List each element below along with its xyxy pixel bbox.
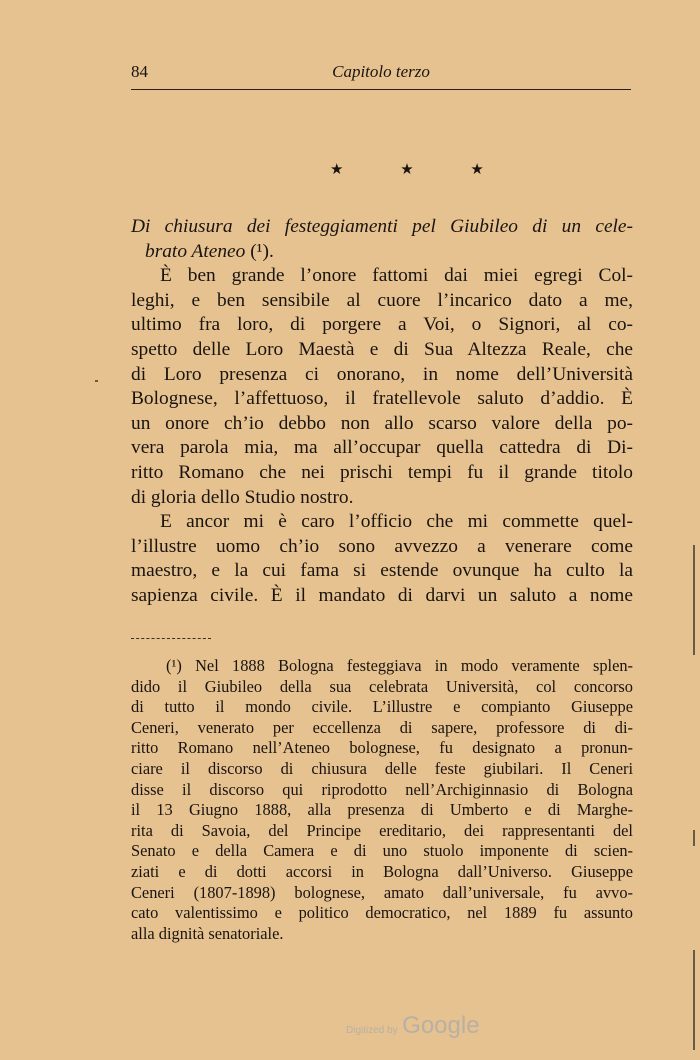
footnote-line: Ceneri (1807-1898) bolognese, amato dall’universale, fu avvo- [131, 882, 633, 902]
main-text [131, 215, 633, 609]
paragraph-line: E ancor mi è caro l’officio che mi commette quel- [160, 511, 633, 533]
section-title-line: Di chiusura dei festeggiamenti pel Giubileo di un cele- [131, 216, 633, 237]
footnote-line: (¹) Nel 1888 Bologna festeggiava in modo veramente splen- [166, 656, 633, 675]
footnote-line: di tutto il mondo civile. L’illustre e compianto Giuseppe [131, 697, 633, 717]
scan-artifact [95, 380, 98, 382]
paragraph-line: un onore ch’io debbo non allo scarso valore della po- [131, 412, 633, 434]
paragraph-line: ritto Romano che nei prischi tempi fu il grande titolo [131, 461, 633, 483]
paragraph-line: vera parola mia, ma all’occupar quella cattedra di Di- [131, 437, 633, 459]
section-separator: ★ ★ ★ [330, 160, 510, 178]
page-number: 84 [131, 62, 148, 81]
footnote-line: ciare il discorso di chiusura delle feste giubilari. Il Ceneri [131, 758, 633, 778]
paragraph-line: ultimo fra loro, di porgere a Voi, o Signori, al co- [131, 314, 633, 336]
paragraph-line: di gloria dello Studio nostro. [131, 486, 354, 508]
paragraph-line: l’illustre uomo ch’io sono avvezzo a venerare come [131, 535, 633, 557]
scan-artifact [693, 830, 695, 846]
paragraph-line: È ben grande l’onore fattomi dai miei egregi Col- [160, 265, 633, 287]
footnote-ref: (¹). [250, 240, 274, 262]
footnote-rule [131, 638, 211, 639]
header-rule [131, 89, 631, 90]
paragraph-line: spetto delle Loro Maestà e di Sua Altezza Reale, che [131, 338, 633, 360]
scan-artifact [693, 950, 695, 1050]
paragraph-line: di Loro presenza ci onorano, in nome dell’Università [131, 363, 633, 385]
footnote-line: ziati e di dotti accorsi in Bologna dall’Universo. Giuseppe [131, 861, 633, 881]
page-header [131, 62, 631, 86]
paragraph-line: maestro, e la cui fama si estende ovunque ha culto la [131, 560, 633, 582]
footnote-line: ritto Romano nell’Ateneo bolognese, fu designato a pronun- [131, 738, 633, 758]
footnote-line: disse il discorso qui riprodotto nell’Archiginnasio di Bologna [131, 779, 633, 799]
footnote-line: alla dignità senatoriale. [131, 923, 284, 943]
footnote [131, 656, 633, 944]
section-title-text: brato Ateneo [145, 240, 246, 262]
footnote-line: il 13 Giugno 1888, alla presenza di Umberto e di Marghe- [131, 800, 633, 820]
footnote-line: dido il Giubileo della sua celebrata Università, col concorso [131, 676, 633, 696]
scan-artifact [693, 545, 695, 655]
section-title-line [131, 240, 633, 265]
digitized-watermark [346, 1012, 506, 1040]
paragraph-line: sapienza civile. È il mandato di darvi un saluto a nome [131, 584, 633, 606]
paragraph-line: leghi, e ben sensibile al cuore l’incarico dato a me, [131, 289, 633, 311]
paragraph-line: Bolognese, l’affettuoso, il fratellevole saluto d’addio. È [131, 388, 633, 410]
google-logo: Google [402, 1012, 480, 1039]
footnote-line: rita di Savoia, del Principe ereditario, dei rappresentanti del [131, 820, 633, 840]
watermark-prefix: Digitized by [346, 1025, 398, 1036]
footnote-line: Ceneri, venerato per eccellenza di sapere, professore di di- [131, 717, 633, 737]
footnote-line: cato valentissimo e politico democratico, nel 1889 fu assunto [131, 903, 633, 923]
running-head: Capitolo terzo [332, 62, 430, 81]
footnote-line: Senato e della Camera e di uno stuolo imponente di scien- [131, 841, 633, 861]
